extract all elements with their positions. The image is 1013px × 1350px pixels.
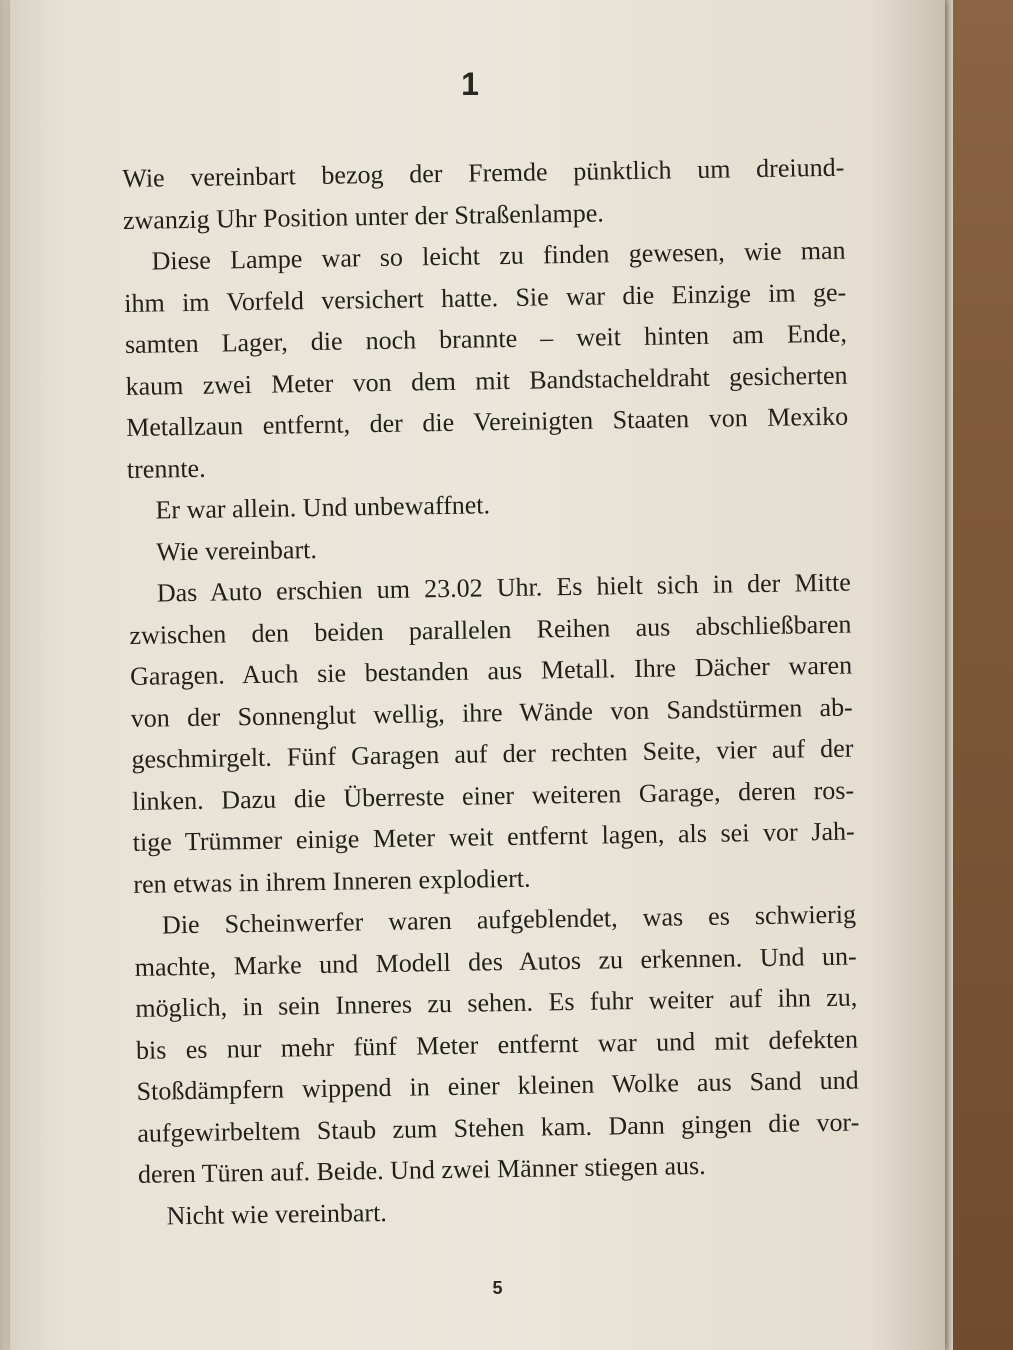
text-line: Wie vereinbart.	[155, 534, 318, 567]
text-line: Die Scheinwerfer waren aufgeblendet, was es schwierig	[161, 899, 857, 940]
text-line: zwischen den beiden parallelen Reihen aus abschließbaren	[129, 609, 852, 650]
text-line: tige Trümmer einige Meter weit entfernt lagen, als sei vor Jah-	[132, 816, 855, 857]
text-line: samten Lager, die noch brannte – weit hinten am Ende,	[124, 318, 848, 359]
text-line: trennte.	[126, 453, 206, 484]
page-number: 5	[492, 1278, 503, 1298]
text-line: kaum zwei Meter von dem mit Bandstacheldraht gesicherten	[125, 360, 848, 401]
chapter-number: 1	[461, 66, 479, 102]
text-line: linken. Dazu die Überreste einer weiteren Garage, deren ros-	[131, 775, 855, 816]
text-line: aufgewirbeltem Staub zum Stehen kam. Dann gingen die vor-	[137, 1107, 860, 1148]
text-line: von der Sonnenglut wellig, ihre Wände von Sandstürmen ab-	[130, 692, 853, 733]
text-line: Nicht wie vereinbart.	[166, 1197, 388, 1230]
page-stack-edge	[945, 0, 953, 1350]
text-line: Diese Lampe war so leicht zu finden gewesen, wie man	[151, 235, 846, 276]
text-line: Wie vereinbart bezog der Fremde pünktlich um dreiund-	[122, 152, 845, 193]
text-line: zwanzig Uhr Position unter der Straßenlampe.	[122, 197, 605, 235]
text-line: Er war allein. Und unbewaffnet.	[155, 490, 491, 525]
body-text	[122, 147, 861, 1237]
text-line: geschmirgelt. Fünf Garagen auf der rechten Seite, vier auf der	[131, 733, 854, 774]
text-line: bis es nur mehr fünf Meter entfernt war und mit defekten	[135, 1024, 859, 1065]
text-line: ihm im Vorfeld versichert hatte. Sie war die Einzige im ge-	[124, 277, 847, 318]
text-line: Stoßdämpfern wippend in einer kleinen Wolke aus Sand und	[136, 1065, 859, 1106]
text-line: ren etwas in ihrem Inneren explodiert.	[133, 863, 531, 899]
text-line: Metallzaun entfernt, der die Vereinigten Staaten von Mexiko	[126, 401, 849, 442]
text-line: Garagen. Auch sie bestanden aus Metall. Ihre Dächer waren	[129, 650, 853, 691]
text-line: möglich, in sein Inneres zu sehen. Es fuhr weiter auf ihn zu,	[135, 982, 858, 1023]
book-page	[10, 0, 945, 1350]
text-line: machte, Marke und Modell des Autos zu erkennen. Und un-	[134, 941, 857, 982]
text-line: deren Türen auf. Beide. Und zwei Männer stiegen aus.	[137, 1150, 706, 1189]
text-line: Das Auto erschien um 23.02 Uhr. Es hielt sich in der Mitte	[156, 567, 851, 608]
